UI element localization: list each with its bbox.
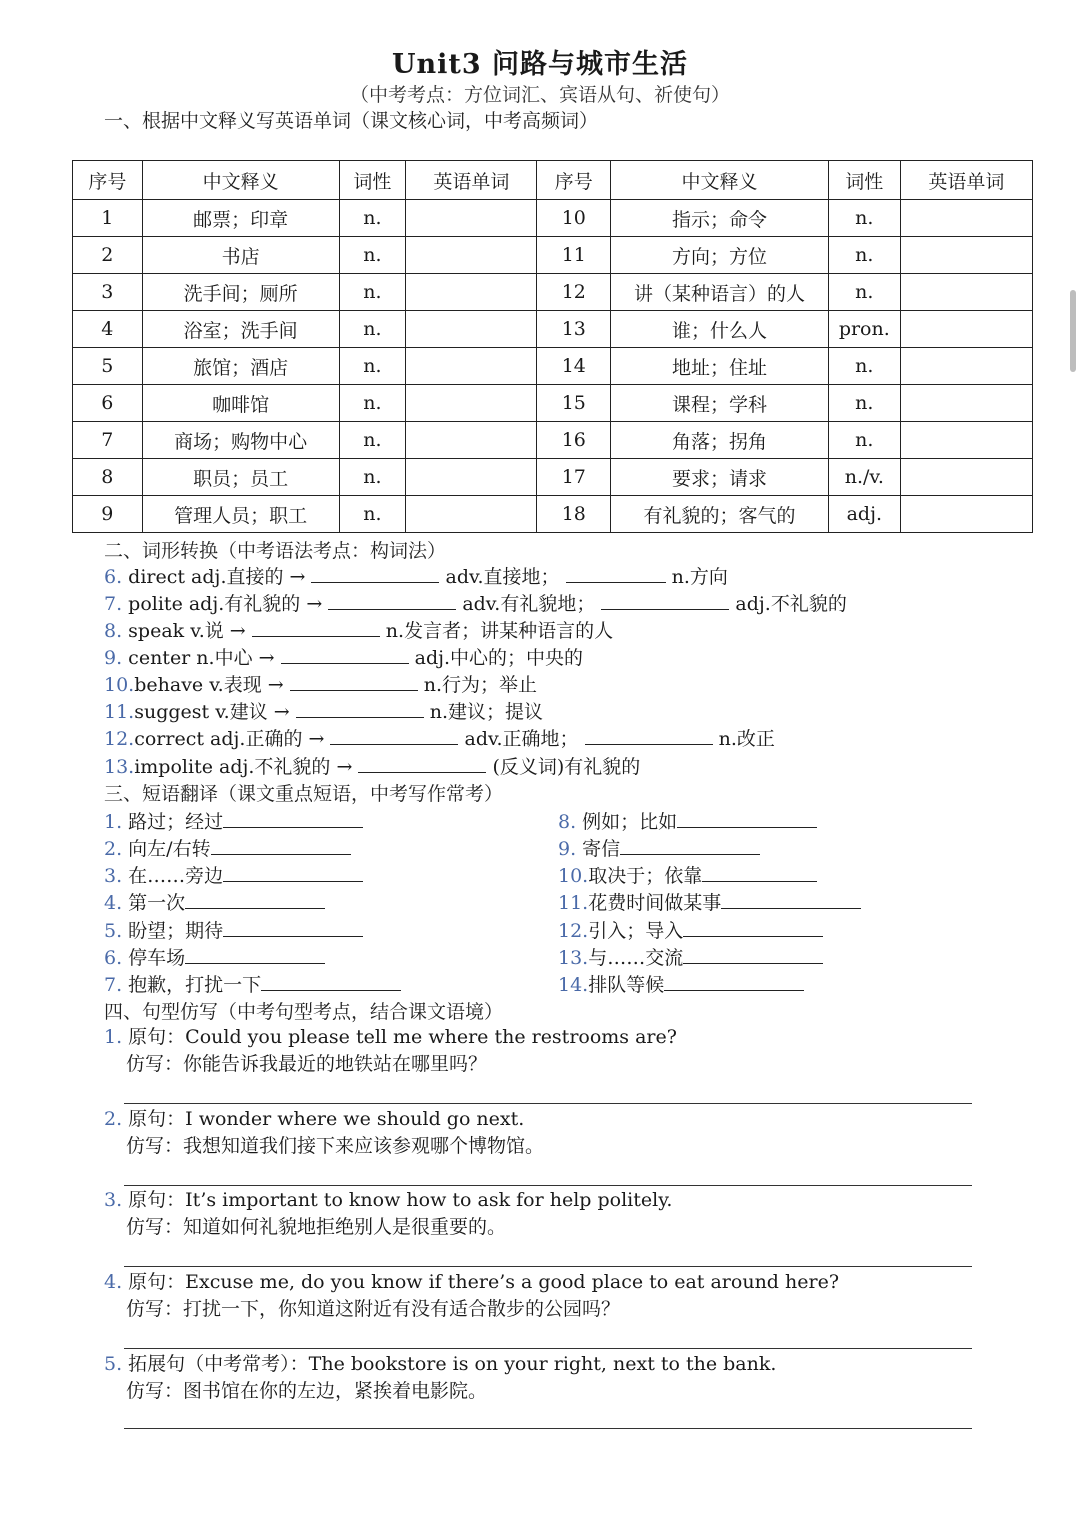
header-cell: 英语单词 — [406, 161, 537, 200]
section3-heading: 三、短语翻译（课文重点短语，中考写作常考） — [104, 783, 504, 805]
table-header-row — [73, 161, 1033, 200]
header-cell: 中文释义 — [142, 161, 339, 200]
answer-line[interactable] — [124, 1266, 972, 1267]
answer-cell[interactable] — [900, 422, 1032, 459]
sentence-item — [104, 1269, 839, 1323]
item-number: 1. — [104, 1026, 123, 1048]
word-form-item — [104, 589, 847, 616]
row-number: 1 — [73, 200, 143, 237]
phrase-text: 向左/右转 — [122, 838, 211, 860]
phrase-item — [558, 943, 823, 970]
answer-cell[interactable] — [406, 459, 537, 496]
part-of-speech: n. — [828, 385, 900, 422]
row-number: 10 — [537, 200, 611, 237]
answer-blank[interactable] — [601, 589, 729, 610]
chinese-meaning: 书店 — [142, 237, 339, 274]
answer-cell[interactable] — [406, 496, 537, 533]
answer-line[interactable] — [124, 1348, 972, 1349]
item-mid: adv.有礼貌地； — [456, 593, 602, 615]
answer-blank[interactable] — [261, 970, 401, 991]
part-of-speech: n. — [339, 348, 406, 385]
vocab-table — [72, 160, 1033, 533]
imitation-prompt: 仿写：你能告诉我最近的地铁站在哪里吗？ — [126, 1053, 488, 1075]
phrase-text: 引入；导入 — [588, 920, 684, 942]
item-mid: n.行为；举止 — [417, 674, 538, 696]
chinese-meaning: 洗手间；厕所 — [142, 274, 339, 311]
phrase-text: 第一次 — [122, 892, 186, 914]
scrollbar-thumb[interactable] — [1070, 290, 1076, 372]
item-stem: impolite adj.不礼貌的 → — [134, 756, 359, 778]
phrase-text: 在……旁边 — [122, 865, 224, 887]
part-of-speech: adj. — [828, 496, 900, 533]
row-number: 12 — [537, 274, 611, 311]
word-form-item — [104, 670, 537, 697]
item-number: 9. — [104, 647, 123, 669]
row-number: 3 — [73, 274, 143, 311]
original-sentence: 原句：Could you please tell me where the restrooms are? — [122, 1026, 677, 1048]
part-of-speech: n. — [828, 200, 900, 237]
item-end: n.改正 — [712, 728, 775, 750]
answer-blank[interactable] — [328, 589, 456, 610]
table-row — [73, 348, 1033, 385]
header-cell: 序号 — [537, 161, 611, 200]
chinese-meaning: 要求；请求 — [611, 459, 829, 496]
item-number: 2. — [104, 1108, 123, 1130]
item-number: 6. — [104, 947, 123, 969]
answer-blank[interactable] — [311, 562, 439, 583]
original-sentence: 原句：It’s important to know how to ask for help politely. — [122, 1189, 673, 1211]
table-row — [73, 237, 1033, 274]
answer-blank[interactable] — [223, 861, 363, 882]
imitation-prompt: 仿写：打扰一下，你知道这附近有没有适合散步的公园吗？ — [126, 1298, 621, 1320]
answer-cell[interactable] — [900, 237, 1032, 274]
answer-line[interactable] — [124, 1185, 972, 1186]
answer-blank[interactable] — [702, 861, 817, 882]
sentence-item — [104, 1187, 672, 1241]
row-number: 15 — [537, 385, 611, 422]
row-number: 18 — [537, 496, 611, 533]
item-number: 3. — [104, 1189, 123, 1211]
item-mid: adj.中心的；中央的 — [408, 647, 584, 669]
answer-cell[interactable] — [406, 274, 537, 311]
table-row — [73, 200, 1033, 237]
phrase-item — [104, 888, 325, 915]
sentence-item — [104, 1024, 677, 1078]
chinese-meaning: 旅馆；酒店 — [142, 348, 339, 385]
item-stem: center n.中心 → — [122, 647, 281, 669]
header-cell: 英语单词 — [900, 161, 1032, 200]
chinese-meaning: 咖啡馆 — [142, 385, 339, 422]
item-number: 6. — [104, 566, 123, 588]
part-of-speech: n. — [339, 311, 406, 348]
part-of-speech: n. — [828, 422, 900, 459]
table-row — [73, 274, 1033, 311]
phrase-item — [558, 861, 817, 888]
phrase-text: 排队等候 — [588, 974, 665, 996]
answer-cell[interactable] — [406, 422, 537, 459]
answer-blank[interactable] — [677, 807, 817, 828]
item-number: 1. — [104, 811, 123, 833]
header-cell: 中文释义 — [611, 161, 829, 200]
row-number: 16 — [537, 422, 611, 459]
answer-cell[interactable] — [406, 200, 537, 237]
original-sentence: 拓展句（中考常考）：The bookstore is on your right, next to the bank. — [122, 1353, 777, 1375]
word-form-item — [104, 697, 543, 724]
answer-blank[interactable] — [185, 943, 325, 964]
original-sentence: 原句：Excuse me, do you know if there’s a good place to eat around here? — [122, 1271, 840, 1293]
answer-line[interactable] — [124, 1103, 972, 1104]
answer-cell[interactable] — [406, 237, 537, 274]
chinese-meaning: 职员；员工 — [142, 459, 339, 496]
chinese-meaning: 管理人员；职工 — [142, 496, 339, 533]
item-end: n.方向 — [665, 566, 728, 588]
chinese-meaning: 浴室；洗手间 — [142, 311, 339, 348]
part-of-speech: n. — [339, 422, 406, 459]
part-of-speech: pron. — [828, 311, 900, 348]
sentence-item — [104, 1351, 776, 1405]
imitation-prompt: 仿写：知道如何礼貌地拒绝别人是很重要的。 — [126, 1216, 507, 1238]
chinese-meaning: 角落；拐角 — [611, 422, 829, 459]
row-number: 6 — [73, 385, 143, 422]
item-number: 13. — [558, 947, 589, 969]
answer-cell[interactable] — [900, 496, 1032, 533]
phrase-text: 例如；比如 — [576, 811, 678, 833]
phrase-text: 停车场 — [122, 947, 186, 969]
table-row — [73, 459, 1033, 496]
answer-blank[interactable] — [185, 888, 325, 909]
section4-heading: 四、句型仿写（中考句型考点，结合课文语境） — [104, 1001, 504, 1023]
phrase-item — [558, 807, 817, 834]
answer-cell[interactable] — [900, 348, 1032, 385]
chinese-meaning: 方向；方位 — [611, 237, 829, 274]
item-number: 11. — [104, 701, 135, 723]
answer-blank[interactable] — [281, 643, 409, 664]
item-number: 8. — [558, 811, 577, 833]
row-number: 5 — [73, 348, 143, 385]
answer-blank[interactable] — [296, 697, 424, 718]
item-number: 5. — [104, 920, 123, 942]
answer-blank[interactable] — [290, 670, 418, 691]
item-stem: suggest v.建议 → — [134, 701, 296, 723]
answer-line[interactable] — [124, 1428, 972, 1429]
table-row — [73, 496, 1033, 533]
table-row — [73, 311, 1033, 348]
row-number: 4 — [73, 311, 143, 348]
original-sentence: 原句：I wonder where we should go next. — [122, 1108, 525, 1130]
table-row — [73, 385, 1033, 422]
row-number: 13 — [537, 311, 611, 348]
answer-blank[interactable] — [223, 916, 363, 937]
phrase-item — [558, 834, 760, 861]
table-row — [73, 422, 1033, 459]
item-mid: (反义词)有礼貌的 — [486, 756, 641, 778]
phrase-item — [104, 916, 363, 943]
item-stem: correct adj.正确的 → — [134, 728, 331, 750]
part-of-speech: n. — [339, 496, 406, 533]
header-cell: 词性 — [828, 161, 900, 200]
item-number: 4. — [104, 1271, 123, 1293]
chinese-meaning: 讲（某种语言）的人 — [611, 274, 829, 311]
item-number: 12. — [558, 920, 589, 942]
phrase-item — [104, 970, 401, 997]
phrase-item — [104, 807, 363, 834]
answer-blank[interactable] — [721, 888, 861, 909]
chinese-meaning: 指示；命令 — [611, 200, 829, 237]
section1-heading: 一、根据中文释义写英语单词（课文核心词，中考高频词） — [104, 110, 599, 132]
row-number: 9 — [73, 496, 143, 533]
part-of-speech: n. — [828, 348, 900, 385]
phrase-item — [558, 916, 823, 943]
answer-cell[interactable] — [900, 274, 1032, 311]
row-number: 2 — [73, 237, 143, 274]
answer-cell[interactable] — [900, 459, 1032, 496]
answer-blank[interactable] — [211, 834, 351, 855]
part-of-speech: n. — [828, 237, 900, 274]
phrase-item — [104, 861, 363, 888]
item-stem: polite adj.有礼貌的 → — [122, 593, 329, 615]
answer-blank[interactable] — [683, 943, 823, 964]
answer-cell[interactable] — [406, 348, 537, 385]
item-number: 7. — [104, 974, 123, 996]
answer-blank[interactable] — [566, 562, 666, 583]
answer-blank[interactable] — [585, 724, 713, 745]
phrase-item — [104, 943, 325, 970]
item-number: 5. — [104, 1353, 123, 1375]
part-of-speech: n. — [339, 385, 406, 422]
phrase-text: 与……交流 — [588, 947, 684, 969]
answer-cell[interactable] — [406, 311, 537, 348]
answer-cell[interactable] — [900, 311, 1032, 348]
answer-blank[interactable] — [664, 970, 804, 991]
word-form-item — [104, 562, 728, 589]
phrase-text: 取决于；依靠 — [588, 865, 703, 887]
phrase-item — [104, 834, 351, 861]
phrase-item — [558, 970, 804, 997]
row-number: 17 — [537, 459, 611, 496]
item-number: 9. — [558, 838, 577, 860]
part-of-speech: n. — [339, 200, 406, 237]
phrase-text: 寄信 — [576, 838, 621, 860]
page-subtitle: （中考考点：方位词汇、宾语从句、祈使句） — [349, 84, 730, 106]
item-mid: n.建议；提议 — [423, 701, 544, 723]
chinese-meaning: 谁；什么人 — [611, 311, 829, 348]
item-number: 11. — [558, 892, 589, 914]
item-mid: adv.直接地； — [439, 566, 566, 588]
page-title: Unit3 问路与城市生活 — [391, 49, 689, 80]
answer-blank[interactable] — [330, 724, 458, 745]
item-number: 14. — [558, 974, 589, 996]
imitation-prompt: 仿写：我想知道我们接下来应该参观哪个博物馆。 — [126, 1135, 545, 1157]
answer-blank[interactable] — [223, 807, 363, 828]
item-number: 2. — [104, 838, 123, 860]
item-number: 10. — [104, 674, 135, 696]
section2-heading: 二、词形转换（中考语法考点：构词法） — [104, 540, 447, 562]
item-stem: speak v.说 → — [122, 620, 252, 642]
chinese-meaning: 商场；购物中心 — [142, 422, 339, 459]
phrase-text: 盼望；期待 — [122, 920, 224, 942]
item-number: 4. — [104, 892, 123, 914]
item-number: 10. — [558, 865, 589, 887]
part-of-speech: n. — [339, 459, 406, 496]
phrase-item — [558, 888, 861, 915]
part-of-speech: n. — [339, 237, 406, 274]
item-mid: n.发言者；讲某种语言的人 — [379, 620, 614, 642]
item-stem: behave v.表现 → — [134, 674, 290, 696]
chinese-meaning: 课程；学科 — [611, 385, 829, 422]
sentence-item — [104, 1106, 544, 1160]
answer-blank[interactable] — [620, 834, 760, 855]
part-of-speech: n./v. — [828, 459, 900, 496]
item-number: 13. — [104, 756, 135, 778]
item-number: 12. — [104, 728, 135, 750]
item-number: 3. — [104, 865, 123, 887]
chinese-meaning: 地址；住址 — [611, 348, 829, 385]
item-number: 7. — [104, 593, 123, 615]
answer-cell[interactable] — [900, 385, 1032, 422]
chinese-meaning: 有礼貌的；客气的 — [611, 496, 829, 533]
phrase-text: 路过；经过 — [122, 811, 224, 833]
part-of-speech: n. — [828, 274, 900, 311]
answer-cell[interactable] — [406, 385, 537, 422]
answer-blank[interactable] — [683, 916, 823, 937]
answer-blank[interactable] — [252, 616, 380, 637]
part-of-speech: n. — [339, 274, 406, 311]
item-number: 8. — [104, 620, 123, 642]
row-number: 14 — [537, 348, 611, 385]
word-form-item — [104, 616, 613, 643]
item-end: adj.不礼貌的 — [729, 593, 847, 615]
item-mid: adv.正确地； — [458, 728, 585, 750]
header-cell: 词性 — [339, 161, 406, 200]
item-stem: direct adj.直接的 → — [122, 566, 312, 588]
row-number: 8 — [73, 459, 143, 496]
phrase-text: 花费时间做某事 — [588, 892, 722, 914]
imitation-prompt: 仿写：图书馆在你的左边，紧挨着电影院。 — [126, 1380, 488, 1402]
header-cell: 序号 — [73, 161, 143, 200]
row-number: 11 — [537, 237, 611, 274]
word-form-item — [104, 643, 583, 670]
chinese-meaning: 邮票；印章 — [142, 200, 339, 237]
answer-blank[interactable] — [358, 752, 486, 773]
phrase-text: 抱歉，打扰一下 — [122, 974, 262, 996]
word-form-item — [104, 752, 640, 779]
word-form-item — [104, 724, 775, 751]
answer-cell[interactable] — [900, 200, 1032, 237]
row-number: 7 — [73, 422, 143, 459]
